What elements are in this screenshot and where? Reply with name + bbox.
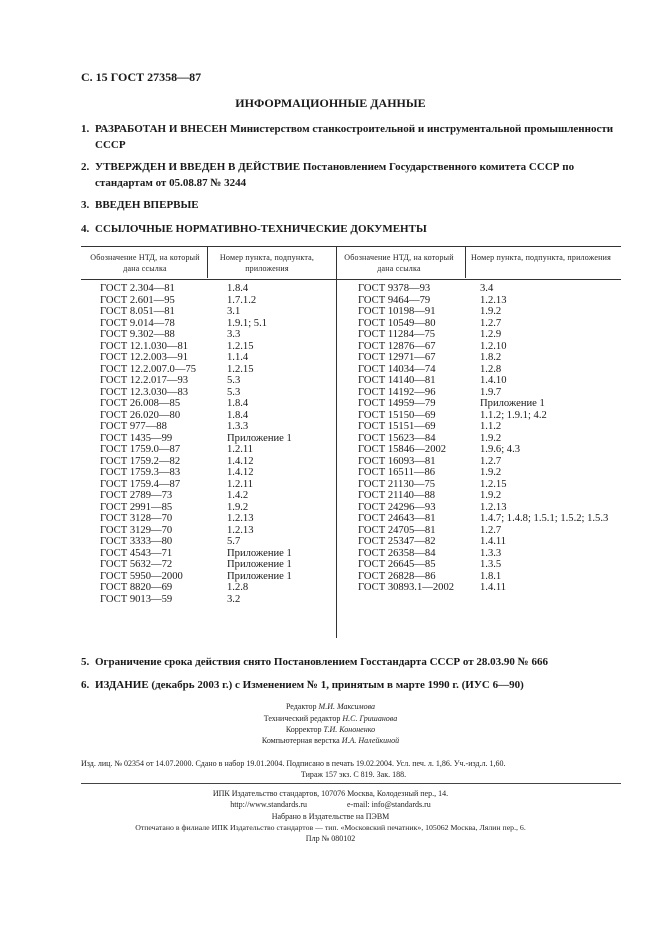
info-item-2 — [81, 159, 621, 191]
clause-number: 1.2.8 — [480, 363, 502, 375]
item-number: 3. — [81, 199, 90, 211]
credit-editor — [0, 701, 661, 712]
clause-number: 1.4.11 — [480, 536, 507, 547]
column-header: Номер пункта, подпункта, приложения — [219, 253, 315, 273]
clause-number: 1.9.2 — [480, 467, 502, 478]
clause-number: 1.2.8 — [227, 582, 249, 593]
clause-number: 1.4.12 — [227, 455, 254, 467]
item-lead: УТВЕРЖДЕН И ВВЕДЕН В ДЕЙСТВИЕ — [95, 161, 301, 173]
ntd-designation: ГОСТ 1759.0—87 — [100, 444, 181, 455]
credit-role: Редактор — [285, 702, 317, 711]
ntd-designation: ГОСТ 21130—75 — [358, 478, 436, 490]
item-lead: ВВЕДЕН ВПЕРВЫЕ — [95, 199, 199, 211]
clause-number: 1.2.7 — [480, 455, 502, 467]
ntd-designation: ГОСТ 15846—2002 — [358, 444, 447, 455]
info-item-1 — [81, 121, 621, 153]
item-text: Министерством станкостроительной и инструментальной промышленности СССР — [95, 123, 614, 151]
ntd-designation: ГОСТ 3333—80 — [100, 536, 173, 547]
column-divider — [336, 246, 337, 638]
ntd-designation: ГОСТ 14140—81 — [358, 375, 436, 386]
ntd-designation: ГОСТ 21140—88 — [358, 490, 436, 501]
ntd-designation: ГОСТ 26.020—80 — [100, 409, 181, 421]
ntd-designation: ГОСТ 25347—82 — [358, 536, 436, 547]
ntd-designation: ГОСТ 4543—71 — [100, 547, 173, 559]
ntd-designation: ГОСТ 15151—69 — [358, 421, 436, 432]
ntd-designation: ГОСТ 26.008—85 — [100, 398, 181, 409]
ntd-designation: ГОСТ 12.3.030—83 — [100, 386, 189, 398]
clause-number: 1.1.2; 1.9.1; 4.2 — [480, 409, 547, 421]
ntd-designation: ГОСТ 12.2.017—93 — [100, 375, 189, 386]
ntd-designation: ГОСТ 2.304—81 — [100, 283, 175, 294]
credit-layout — [0, 735, 661, 746]
ntd-designation: ГОСТ 24705—81 — [358, 524, 436, 536]
ntd-designation: ГОСТ 16093—81 — [358, 455, 436, 467]
item-number: 5. — [81, 656, 90, 668]
clause-number: 1.9.7 — [480, 386, 502, 398]
ntd-designation: ГОСТ 11284—75 — [358, 329, 436, 340]
publisher-email[interactable]: e-mail: info@standards.ru — [347, 800, 431, 809]
ntd-designation: ГОСТ 10549—80 — [358, 317, 436, 329]
page-title: ИНФОРМАЦИОННЫЕ ДАННЫЕ — [235, 96, 426, 110]
clause-number: 1.8.1 — [480, 570, 502, 582]
clause-number: Приложение 1 — [227, 559, 292, 570]
publishing-line-1: Изд. лиц. № 02354 от 14.07.2000. Сдано в набор 19.01.2004. Подписано в печать 19.02.2004. Усл. печ. л. 1,86. Уч.-изд.л. 1,60. — [81, 759, 506, 768]
ntd-designation: ГОСТ 12.2.007.0—75 — [100, 363, 197, 375]
credit-name: Т.И. Кононенко — [323, 725, 376, 734]
item-text: Постановлением Государственного комитета СССР по стандартам от 05.08.87 № 3244 — [95, 161, 575, 189]
clause-number: 1.2.15 — [480, 478, 507, 490]
ntd-designation: ГОСТ 10198—91 — [358, 306, 436, 317]
ntd-designation: ГОСТ 14192—96 — [358, 386, 436, 398]
ntd-designation: ГОСТ 3128—70 — [100, 513, 173, 524]
publisher-line-3: Набрано в Издательстве на ПЭВМ — [271, 812, 390, 821]
clause-number: 1.9.2 — [480, 490, 502, 501]
clause-number: 3.1 — [227, 306, 241, 317]
clause-number: 1.4.11 — [480, 582, 507, 593]
clause-number: 5.3 — [227, 386, 241, 398]
table-header — [81, 246, 621, 280]
publisher-line-5: Плр № 080102 — [305, 834, 356, 843]
clause-number: 1.8.4 — [227, 409, 249, 421]
publisher-line-1: ИПК Издательство стандартов, 107076 Москва, Колодезный пер., 14. — [212, 789, 449, 798]
clause-number: 1.9.2 — [480, 306, 502, 317]
credit-role: Технический редактор — [263, 714, 341, 723]
column-header: Номер пункта, подпункта, приложения — [471, 253, 611, 262]
publishing-info — [81, 758, 626, 781]
clause-number: 1.4.12 — [227, 467, 254, 478]
clause-number: 1.9.2 — [480, 432, 502, 444]
clause-number: 1.8.4 — [227, 398, 249, 409]
clause-number: Приложение 1 — [227, 432, 292, 444]
credit-role: Корректор — [285, 725, 322, 734]
info-item-5 — [81, 654, 641, 670]
column-header: Обозначение НТД, на который дана ссылка — [344, 253, 454, 273]
clause-number: 1.7.1.2 — [227, 294, 257, 306]
ntd-designation: ГОСТ 9.302—88 — [100, 329, 175, 340]
ntd-designation: ГОСТ 5632—72 — [100, 559, 173, 570]
publisher-line-4: Отпечатано в филиале ИПК Издательство стандартов — тип. «Московский печатник», 105062 Москва, Лялин пер., 6. — [135, 823, 526, 832]
clause-number: 1.1.2 — [480, 421, 502, 432]
ntd-designation: ГОСТ 977—88 — [100, 421, 167, 432]
column-divider — [207, 246, 208, 278]
ntd-designation: ГОСТ 24643—81 — [358, 513, 436, 524]
ntd-designation: ГОСТ 26645—85 — [358, 559, 436, 570]
ntd-designation: ГОСТ 1435—99 — [100, 432, 173, 444]
ntd-designation: ГОСТ 12.1.030—81 — [100, 340, 189, 352]
credit-corrector — [0, 724, 661, 735]
credit-tech-editor — [0, 713, 661, 724]
clause-number: 1.4.10 — [480, 375, 507, 386]
clause-number: 1.2.13 — [480, 501, 507, 513]
ntd-designation: ГОСТ 15150—69 — [358, 409, 436, 421]
ntd-designation: ГОСТ 14034—74 — [358, 363, 436, 375]
clause-number: 1.2.15 — [227, 340, 254, 352]
divider-line — [81, 783, 621, 784]
ntd-designation: ГОСТ 1759.4—87 — [100, 478, 181, 490]
info-item-4 — [81, 221, 621, 237]
ntd-designation: ГОСТ 2991—85 — [100, 501, 173, 513]
ntd-designation: ГОСТ 1759.3—83 — [100, 467, 181, 478]
item-lead: РАЗРАБОТАН И ВНЕСЕН — [95, 123, 228, 135]
ntd-designation: ГОСТ 14959—79 — [358, 398, 436, 409]
item-number: 6. — [81, 679, 90, 691]
ntd-designation: ГОСТ 9013—59 — [100, 593, 173, 605]
clause-number: 1.2.13 — [227, 524, 254, 536]
clause-number: 1.9.2 — [227, 501, 249, 513]
ntd-designation: ГОСТ 26358—84 — [358, 547, 436, 559]
clause-number: 1.2.7 — [480, 524, 502, 536]
ntd-designation: ГОСТ 26828—86 — [358, 570, 436, 582]
item-number: 2. — [81, 161, 90, 173]
publisher-website[interactable]: http://www.standards.ru — [230, 800, 307, 809]
clause-number: 1.4.2 — [227, 490, 249, 501]
column-header: Обозначение НТД, на который дана ссылка — [90, 253, 200, 273]
clause-number: 3.2 — [227, 593, 241, 605]
credit-name: Н.С. Гришанова — [342, 714, 398, 723]
ntd-designation: ГОСТ 2789—73 — [100, 490, 173, 501]
clause-number: 1.3.3 — [480, 547, 502, 559]
item-lead: ССЫЛОЧНЫЕ НОРМАТИВНО-ТЕХНИЧЕСКИЕ ДОКУМЕНТЫ — [95, 223, 427, 235]
clause-number: 1.2.11 — [227, 478, 254, 490]
item-lead: Ограничение срока действия снято Постановлением Госстандарта СССР от 28.03.90 № 666 — [95, 656, 548, 668]
credit-name: И.А. Налейкиной — [341, 736, 400, 745]
ntd-designation: ГОСТ 12971—67 — [358, 352, 436, 363]
clause-number: 5.3 — [227, 375, 241, 386]
item-number: 4. — [81, 223, 90, 235]
credit-name: М.И. Максимова — [318, 702, 376, 711]
ntd-designation: ГОСТ 9378—93 — [358, 283, 431, 294]
column-divider — [465, 246, 466, 278]
ntd-designation: ГОСТ 24296—93 — [358, 501, 436, 513]
clause-number: 1.2.11 — [227, 444, 254, 455]
credit-role: Компьютерная верстка — [261, 736, 340, 745]
clause-number: 1.8.4 — [227, 283, 249, 294]
ntd-designation: ГОСТ 1759.2—82 — [100, 455, 181, 467]
info-item-6 — [81, 677, 641, 693]
item-number: 1. — [81, 123, 90, 135]
info-item-3 — [81, 197, 621, 213]
ntd-designation: ГОСТ 3129—70 — [100, 524, 173, 536]
item-lead: ИЗДАНИЕ (декабрь 2003 г.) с Изменением № 1, принятым в марте 1990 г. (ИУС 6—90) — [95, 679, 524, 691]
ntd-designation: ГОСТ 15623—84 — [358, 432, 436, 444]
clause-number: 1.2.15 — [227, 363, 254, 375]
ntd-designation: ГОСТ 8.051—81 — [100, 306, 175, 317]
clause-number: 1.3.3 — [227, 421, 249, 432]
ntd-designation: ГОСТ 16511—86 — [358, 467, 436, 478]
clause-number: 1.2.13 — [227, 513, 254, 524]
clause-number: 5.7 — [227, 536, 241, 547]
ntd-designation: ГОСТ 9464—79 — [358, 294, 431, 306]
publisher-contacts — [0, 799, 661, 810]
ntd-designation: ГОСТ 9.014—78 — [100, 317, 175, 329]
clause-number: 1.9.6; 4.3 — [480, 444, 521, 455]
ntd-designation: ГОСТ 2.601—95 — [100, 294, 175, 306]
clause-number: Приложение 1 — [227, 547, 292, 559]
clause-number: 3.3 — [227, 329, 241, 340]
ntd-designation: ГОСТ 30893.1—2002 — [358, 582, 455, 593]
clause-number: 1.9.1; 5.1 — [227, 317, 268, 329]
clause-number: Приложение 1 — [480, 398, 545, 409]
clause-number: 1.2.9 — [480, 329, 502, 340]
clause-number: 1.2.10 — [480, 340, 507, 352]
ntd-designation: ГОСТ 12.2.003—91 — [100, 352, 189, 363]
clause-number: 1.2.7 — [480, 317, 502, 329]
clause-number: 1.4.7; 1.4.8; 1.5.1; 1.5.2; 1.5.3 — [480, 513, 609, 524]
ntd-designation: ГОСТ 5950—2000 — [100, 570, 183, 582]
publishing-line-2: Тираж 157 экз. С 819. Зак. 188. — [300, 770, 407, 780]
page-header: С. 15 ГОСТ 27358—87 — [81, 70, 202, 84]
clause-number: 1.1.4 — [227, 352, 249, 363]
clause-number: 1.3.5 — [480, 559, 502, 570]
reference-table — [81, 246, 621, 605]
clause-number: 1.2.13 — [480, 294, 507, 306]
ntd-designation: ГОСТ 8820—69 — [100, 582, 173, 593]
clause-number: 1.8.2 — [480, 352, 502, 363]
clause-number: Приложение 1 — [227, 570, 292, 582]
ntd-designation: ГОСТ 12876—67 — [358, 340, 436, 352]
clause-number: 3.4 — [480, 283, 494, 294]
